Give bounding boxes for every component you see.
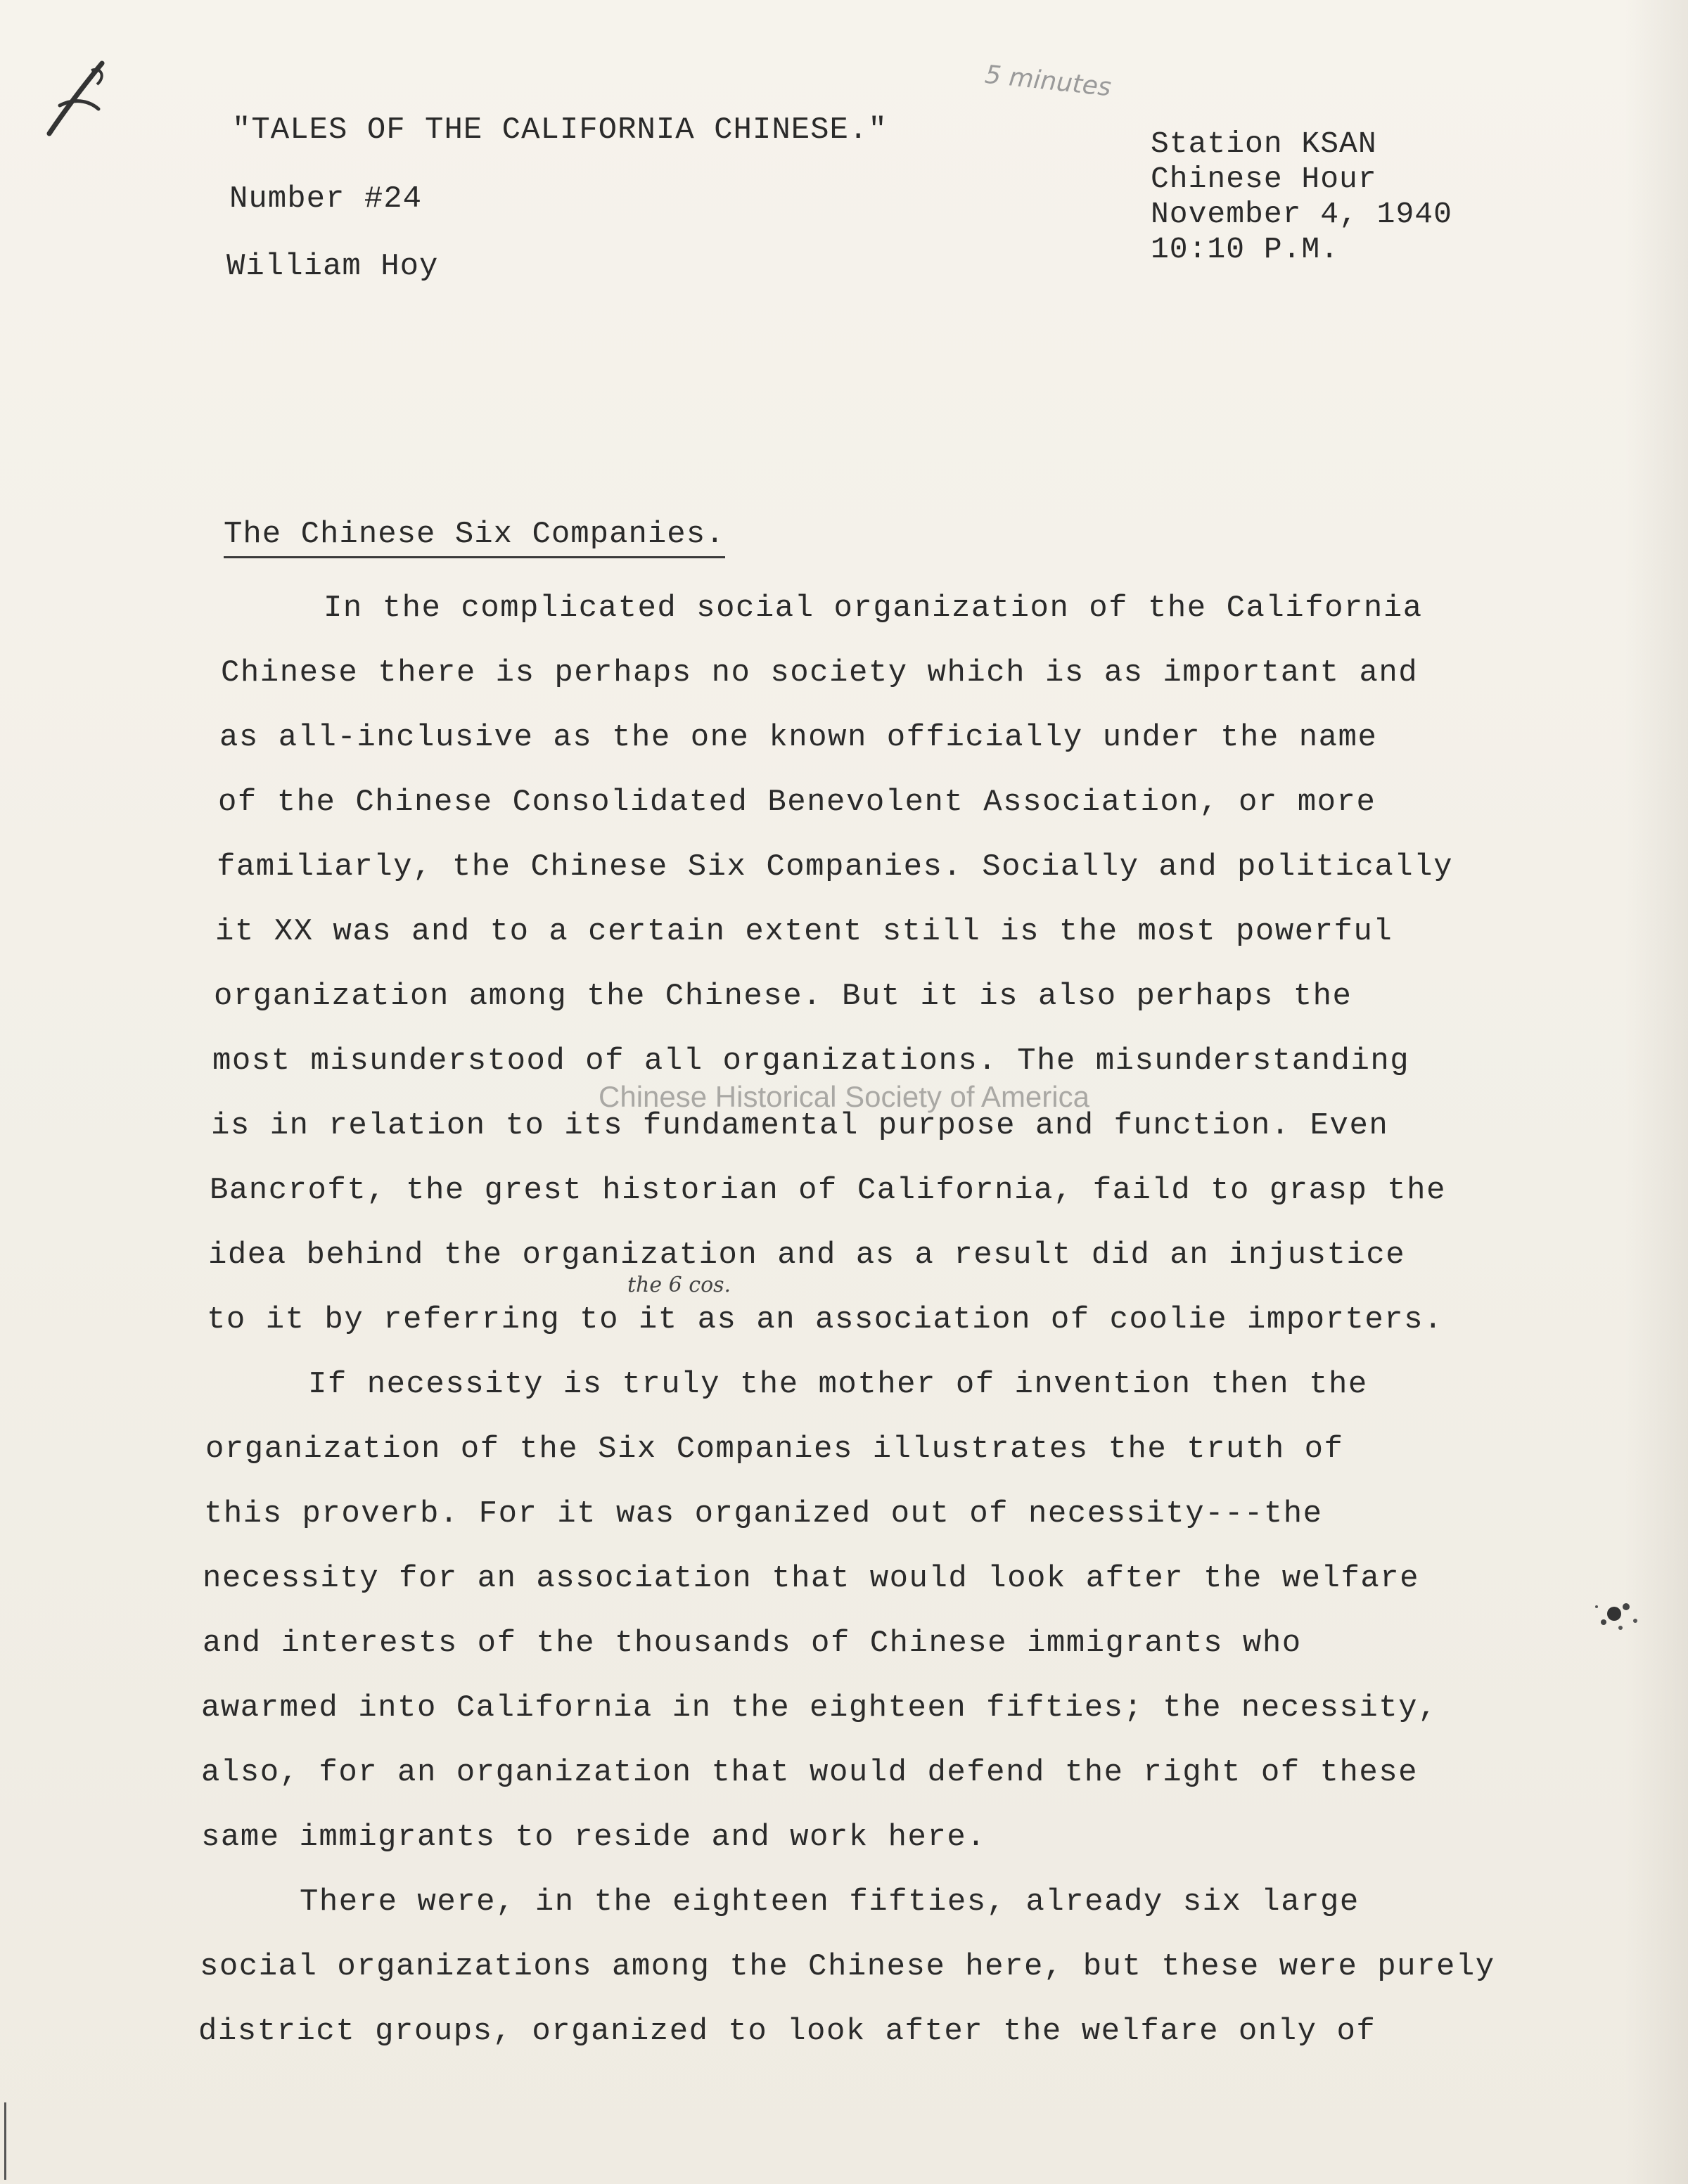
ink-smudge-icon (1575, 1579, 1653, 1656)
body-line: familiarly, the Chinese Six Companies. Socially and politically (217, 849, 1453, 885)
body-line: Bancroft, the grest historian of California, faild to grasp the (210, 1173, 1446, 1208)
body-line: same immigrants to reside and work here. (201, 1820, 987, 1855)
series-title: "TALES OF THE CALIFORNIA CHINESE." (232, 113, 888, 148)
body-line: idea behind the organization and as a result did an injustice (208, 1238, 1406, 1273)
broadcast-time: 10:10 P.M. (1151, 232, 1340, 266)
body-line: and interests of the thousands of Chinese immigrants who (203, 1626, 1302, 1661)
body-line: organization among the Chinese. But it is also perhaps the (214, 979, 1353, 1014)
body-line: of the Chinese Consolidated Benevolent Association, or more (218, 785, 1376, 820)
body-line: also, for an organization that would defend the right of these (201, 1755, 1419, 1790)
body-line: this proverb. For it was organized out of necessity---the (204, 1496, 1323, 1531)
program-name: Chinese Hour (1151, 162, 1377, 196)
broadcast-date: November 4, 1940 (1151, 197, 1452, 231)
author-name: William Hoy (226, 249, 439, 284)
handwritten-insert: the 6 cos. (627, 1273, 731, 1297)
body-line: most misunderstood of all organizations. The misunderstanding (212, 1043, 1410, 1079)
document-title: The Chinese Six Companies. (224, 517, 725, 558)
broadcast-info (1151, 127, 1452, 267)
body-line: social organizations among the Chinese here, but these were purely (200, 1949, 1495, 1984)
body-line: awarmed into California in the eighteen fifties; the necessity, (201, 1690, 1438, 1726)
body-line: is in relation to its fundamental purpose and function. Even (211, 1108, 1389, 1143)
body-line: There were, in the eighteen fifties, already six large (300, 1884, 1360, 1920)
body-line: as all-inclusive as the one known officially under the name (219, 720, 1378, 755)
body-line: organization of the Six Companies illustrates the truth of (205, 1432, 1344, 1467)
pencil-note: 5 minutes (983, 60, 1113, 103)
body-line: If necessity is truly the mother of invention then the (308, 1367, 1368, 1402)
body-line: necessity for an association that would look after the welfare (203, 1561, 1420, 1596)
body-line: to it by referring to it as an association of coolie importers. (207, 1302, 1443, 1337)
body-line: district groups, organized to look after the welfare only of (198, 2014, 1376, 2049)
handwritten-corner-mark-icon (35, 56, 113, 148)
body-line: Chinese there is perhaps no society which is as important and (221, 655, 1419, 690)
watermark: Chinese Historical Society of America (599, 1080, 1089, 1113)
margin-bracket (4, 2102, 16, 2180)
episode-number: Number #24 (229, 181, 423, 217)
station-name: Station KSAN (1151, 127, 1377, 161)
body-line: it XX was and to a certain extent still is the most powerful (215, 914, 1393, 949)
body-line: In the complicated social organization of the California (324, 591, 1423, 626)
